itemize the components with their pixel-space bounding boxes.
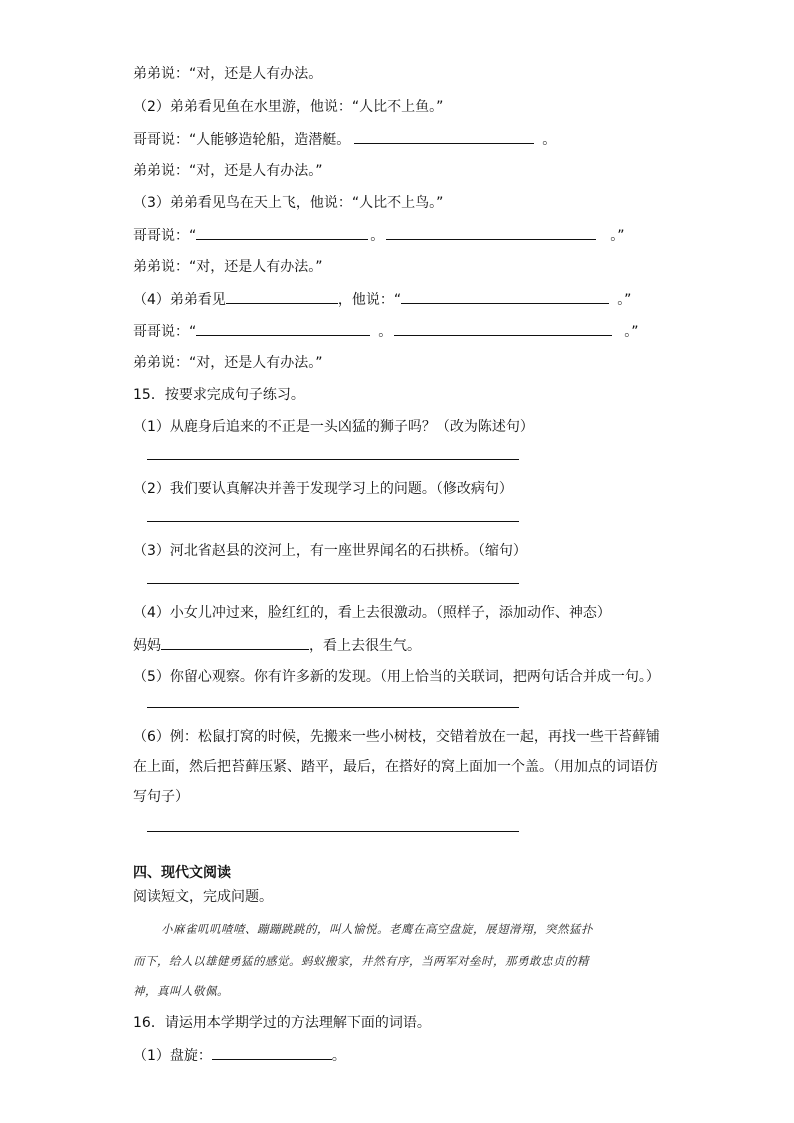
answer-blank[interactable]	[212, 1045, 332, 1060]
sub-question: （1）盘旋： 。	[133, 1045, 346, 1066]
answer-line[interactable]	[147, 831, 519, 832]
text-line: 哥哥说：“ 。 。”	[133, 225, 625, 246]
answer-blank[interactable]	[196, 225, 368, 240]
sub-question: （3）河北省赵县的洨河上，有一座世界闻名的石拱桥。（缩句）	[133, 543, 527, 559]
passage-line: 神，真叫人敬佩。	[133, 984, 229, 998]
passage-line: 小麻雀叽叽喳喳、蹦蹦跳跳的，叫人愉悦。老鹰在高空盘旋，展翅滑翔，突然猛扑	[161, 922, 593, 936]
text-line: （2）弟弟看见鱼在水里游，他说：“人比不上鱼。”	[133, 99, 444, 115]
text-line: 弟弟说：“对，还是人有办法。”	[133, 163, 323, 179]
answer-blank[interactable]	[394, 321, 612, 336]
answer-blank[interactable]	[196, 321, 370, 336]
text-line: （4）弟弟看见 ，他说：“ 。”	[133, 289, 631, 310]
answer-line[interactable]	[147, 707, 519, 708]
text-line: 哥哥说：“人能够造轮船，造潜艇。 。	[133, 129, 556, 150]
text-line: 哥哥说：“ 。 。”	[133, 321, 639, 342]
answer-line[interactable]	[147, 521, 519, 522]
answer-blank[interactable]	[386, 225, 596, 240]
text-line: 妈妈 ，看上去很生气。	[133, 635, 421, 656]
sub-question: （5）你留心观察。你有许多新的发现。（用上恰当的关联词，把两句话合并成一句。）	[133, 669, 660, 685]
reading-passage	[133, 920, 661, 1000]
text-line: 弟弟说：“对，还是人有办法。”	[133, 355, 323, 371]
sub-question: （2）我们要认真解决并善于发现学习上的问题。（修改病句）	[133, 481, 513, 497]
sub-question: （6）例：松鼠打窝的时候，先搬来一些小树枝，交错着放在一起，再找一些干苔藓铺	[133, 729, 660, 745]
text-line: 弟弟说：“对，还是人有办法。”	[133, 259, 323, 275]
passage-line: 而下，给人以雄健勇猛的感觉。蚂蚁搬家，井然有序，当两军对垒时，那勇敢忠贞的精	[133, 954, 589, 968]
sub-question: 写句子）	[133, 789, 189, 805]
answer-line[interactable]	[147, 459, 519, 460]
question-title: 15．按要求完成句子练习。	[133, 387, 305, 403]
answer-blank[interactable]	[161, 635, 309, 650]
answer-line[interactable]	[147, 583, 519, 584]
answer-blank[interactable]	[401, 289, 609, 304]
sub-question: （1）从鹿身后追来的不正是一头凶猛的狮子吗？（改为陈述句）	[133, 419, 534, 435]
text-line: 弟弟说：“对，还是人有办法。	[133, 66, 323, 82]
section-intro: 阅读短文，完成问题。	[133, 889, 273, 905]
section-heading: 四、现代文阅读	[133, 865, 231, 881]
sub-question: （4）小女儿冲过来，脸红红的，看上去很激动。（照样子，添加动作、神态）	[133, 605, 611, 621]
answer-blank[interactable]	[226, 289, 338, 304]
sub-question: 在上面，然后把苔藓压紧、踏平，最后，在搭好的窝上面加一个盖。（用加点的词语仿	[133, 759, 658, 775]
answer-blank[interactable]	[354, 129, 534, 144]
text-line: （3）弟弟看见鸟在天上飞，他说：“人比不上鸟。”	[133, 195, 444, 211]
question-title: 16．请运用本学期学过的方法理解下面的词语。	[133, 1015, 431, 1031]
